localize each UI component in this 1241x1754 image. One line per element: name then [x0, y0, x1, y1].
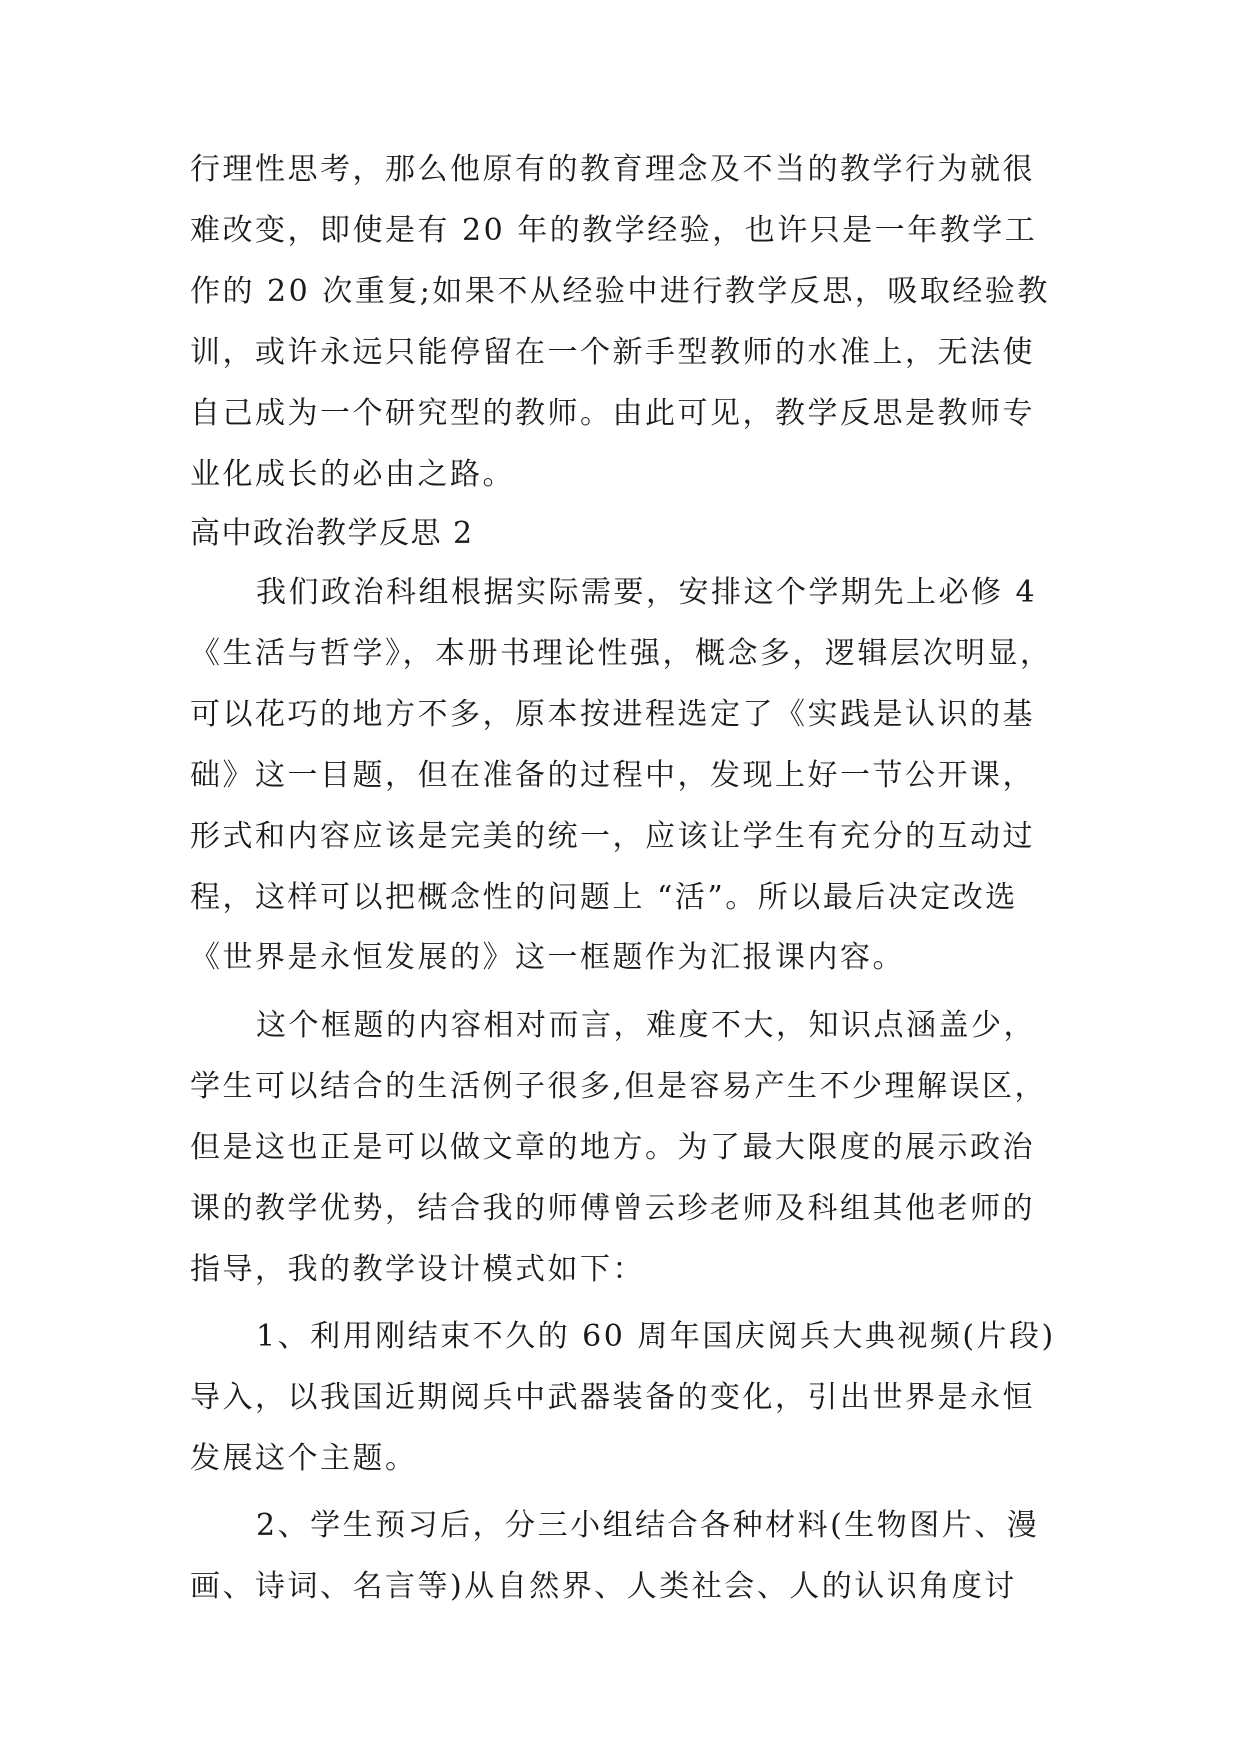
text-line: 2、学生预习后，分三小组结合各种材料(生物图片、漫: [256, 1508, 1040, 1543]
text-line: 础》这一目题，但在准备的过程中，发现上好一节公开课，: [190, 758, 1035, 793]
text-line: 导入，以我国近期阅兵中武器装备的变化，引出世界是永恒: [190, 1380, 1035, 1415]
text-line: 作的 20 次重复;如果不从经验中进行教学反思，吸取经验教: [190, 274, 1050, 309]
text-line: 课的教学优势，结合我的师傅曾云珍老师及科组其他老师的: [190, 1191, 1035, 1226]
text-line: 指导，我的教学设计模式如下：: [190, 1252, 645, 1287]
text-line: 行理性思考，那么他原有的教育理念及不当的教学行为就很: [190, 152, 1035, 187]
text-line: 形式和内容应该是完美的统一，应该让学生有充分的互动过: [190, 819, 1035, 854]
text-line: 自己成为一个研究型的教师。由此可见，教学反思是教师专: [190, 396, 1035, 431]
text-line: 画、诗词、名言等)从自然界、人类社会、人的认识角度讨: [190, 1569, 1017, 1604]
text-line: 难改变，即使是有 20 年的教学经验，也许只是一年教学工: [190, 213, 1038, 248]
text-line: 但是这也正是可以做文章的地方。为了最大限度的展示政治: [190, 1130, 1035, 1165]
section-heading: 高中政治教学反思 2: [190, 516, 474, 551]
text-line: 训，或许永远只能停留在一个新手型教师的水准上，无法使: [190, 335, 1035, 370]
text-line: 《生活与哲学》，本册书理论性强，概念多，逻辑层次明显，: [190, 636, 1053, 671]
text-line: 发展这个主题。: [190, 1441, 418, 1476]
text-line: 《世界是永恒发展的》这一框题作为汇报课内容。: [190, 940, 905, 975]
text-line: 程，这样可以把概念性的问题上 “活”。所以最后决定改选: [190, 880, 1018, 915]
text-line: 学生可以结合的生活例子很多,但是容易产生不少理解误区，: [190, 1069, 1048, 1104]
text-line: 业化成长的必由之路。: [190, 457, 515, 492]
text-line: 1、利用刚结束不久的 60 周年国庆阅兵大典视频(片段): [256, 1319, 1056, 1354]
text-line: 这个框题的内容相对而言，难度不大，知识点涵盖少，: [256, 1008, 1036, 1043]
text-line: 可以花巧的地方不多，原本按进程选定了《实践是认识的基: [190, 697, 1035, 732]
text-line: 我们政治科组根据实际需要，安排这个学期先上必修 4: [256, 575, 1038, 610]
